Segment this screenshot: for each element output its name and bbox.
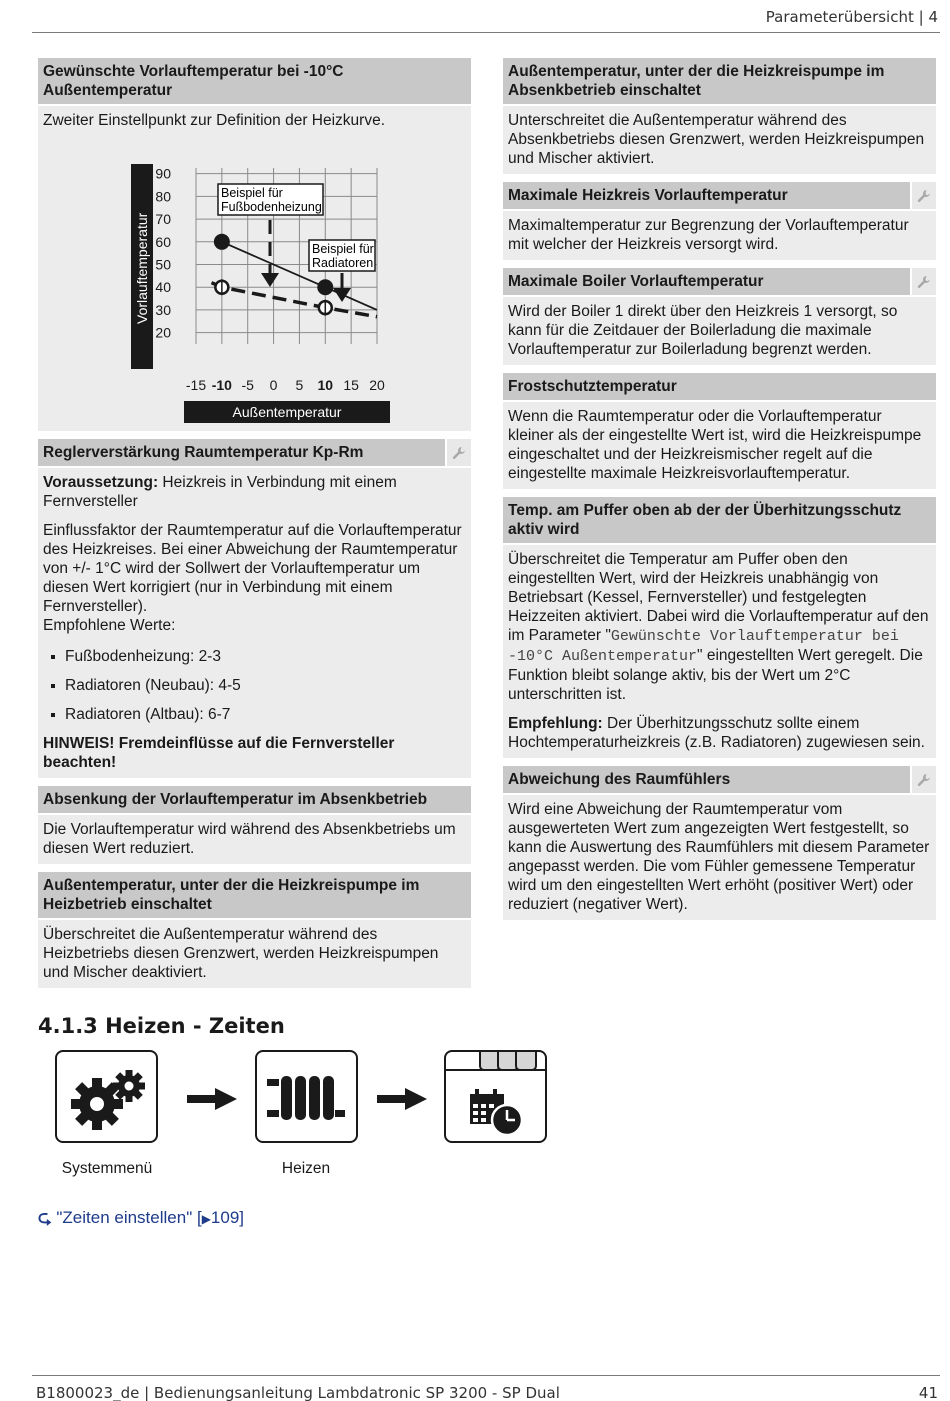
- heating-tile[interactable]: [255, 1050, 358, 1143]
- menu-path: [55, 1050, 555, 1185]
- section-text: [43, 521, 466, 635]
- section-raumfuehler: [503, 766, 936, 920]
- y-tick-label: 50: [155, 256, 171, 273]
- section-body: [503, 211, 936, 260]
- arrow-right-icon: [187, 1088, 237, 1110]
- link-page: 109: [210, 1208, 240, 1227]
- requirement-label: Voraussetzung:: [43, 474, 159, 491]
- section-body: [38, 920, 471, 988]
- section-vorlauftemp-minus10: [38, 58, 471, 431]
- heating-curve-chart: [43, 140, 466, 425]
- section-title: Gewünschte Vorlauftemperatur bei -10°C Außentemperatur: [38, 58, 471, 106]
- section-kp-rm: [38, 439, 471, 778]
- section-text-b: " eingestellten Wert geregelt. Die Funktion bleibt solange aktiv, bis der Wert um 2°C unterschritten ist.: [508, 647, 923, 703]
- cross-reference-link[interactable]: [38, 1205, 244, 1234]
- section-title: Außentemperatur, unter der die Heizkreispumpe im Heizbetrieb einschaltet: [38, 872, 471, 920]
- y-ticks: [155, 166, 171, 341]
- callout-radiator-line2: Radiatoren: [312, 256, 374, 270]
- section-title: [503, 766, 936, 795]
- section-title-text: Abweichung des Raumfühlers: [508, 771, 731, 788]
- y-tick-label: 80: [155, 188, 171, 205]
- callout-floor-line2: Fußbodenheizung: [221, 200, 322, 214]
- section-text: Wird der Boiler 1 direkt über den Heizkreis 1 versorgt, so kann für die Zeitdauer der Boilerladung die maximale Vorlauftemperatur zur Boilerladung begrenzt werden.: [508, 303, 898, 358]
- section-body: [503, 106, 936, 174]
- recommendation-label: Empfehlung:: [508, 715, 603, 732]
- parameter-reference: Gewünschte Vorlauftemperatur bei -10°C Außentemperatur: [508, 628, 899, 665]
- recommended-values-list: [43, 647, 466, 724]
- section-text: Unterschreitet die Außentemperatur während des Absenkbetriebs diesen Grenzwert, werden Heizkreispumpen und Mischer aktiviert.: [508, 112, 925, 167]
- system-menu-label: Systemmenü: [61, 1160, 153, 1177]
- page-header: [32, 0, 940, 33]
- section-title: Frostschutztemperatur: [503, 373, 936, 402]
- callout-radiator-line1: Beispiel für: [312, 242, 374, 256]
- link-arrow-icon: ⮎: [38, 1208, 52, 1227]
- y-tick-label: 40: [155, 279, 171, 296]
- section-text: Zweiter Einstellpunkt zur Definition der Heizkurve.: [43, 112, 385, 129]
- y-tick-label: 20: [155, 324, 171, 341]
- section-title: Absenkung der Vorlauftemperatur im Absenkbetrieb: [38, 786, 471, 815]
- list-item: Radiatoren (Neubau): 4-5: [43, 676, 466, 695]
- section-max-heizkreis: [503, 182, 936, 260]
- section-title-text: Maximale Heizkreis Vorlauftemperatur: [508, 187, 788, 204]
- section-frostschutz: [503, 373, 936, 489]
- header-title: Parameterübersicht | 4: [765, 8, 938, 26]
- y-tick-label: 60: [155, 233, 171, 250]
- play-icon: ▶: [201, 1212, 211, 1226]
- y-tick-label: 70: [155, 211, 171, 228]
- callout-floor-line1: Beispiel für: [221, 186, 283, 200]
- heating-curve-svg: [43, 140, 466, 425]
- radiator-point: [214, 234, 230, 250]
- system-menu-tile[interactable]: [55, 1050, 158, 1143]
- section-body: [503, 795, 936, 920]
- note: HINWEIS! Fremdeinflüsse auf die Fernversteller beachten!: [43, 735, 395, 771]
- wrench-icon[interactable]: [910, 268, 936, 295]
- section-text: Wird eine Abweichung der Raumtemperatur vom ausgewerteten Wert zum angezeigten Wert festgestellt, so kann die Auswertung des Raumfühlers mit diesem Parameter angepasst werden. Die vom Fühler gemessene Temperatur wird um den eingestellten Wert erhöht (positiver Wert) oder reduziert (negativer Wert).: [508, 801, 930, 913]
- requirement-text: Heizkreis in Verbindung mit einem Fernversteller: [43, 474, 397, 510]
- arrow-right-icon: [377, 1088, 427, 1110]
- x-tick-label: 0: [269, 377, 278, 393]
- section-body: [503, 545, 936, 758]
- section-heading: 4.1.3 Heizen - Zeiten: [38, 1014, 285, 1038]
- link-text-prefix: "Zeiten einstellen" [: [56, 1208, 202, 1227]
- wrench-icon[interactable]: [445, 439, 471, 466]
- x-tick-label: 15: [343, 377, 359, 393]
- requirement: [43, 473, 466, 511]
- wrench-icon[interactable]: [910, 182, 936, 209]
- y-axis-label: Vorlauftemperatur: [134, 212, 150, 324]
- page-number: 41: [918, 1384, 938, 1401]
- section-body: [38, 815, 471, 864]
- floor-arrow: [261, 220, 279, 287]
- y-tick-label: 90: [155, 165, 171, 182]
- wrench-icon[interactable]: [910, 766, 936, 793]
- section-max-boiler: [503, 268, 936, 365]
- calendar-clock-icon: [446, 1052, 545, 1141]
- left-column: [38, 58, 471, 996]
- times-tile[interactable]: [444, 1050, 547, 1143]
- x-tick-label: 5: [295, 377, 304, 393]
- page-footer: [32, 1375, 940, 1401]
- section-text: Die Vorlauftemperatur wird während des Absenkbetriebs um diesen Wert reduziert.: [43, 821, 456, 857]
- recommendation-text: Der Überhitzungsschutz sollte einem Hochtemperaturheizkreis (z.B. Radiatoren) zugewiesen sein.: [508, 715, 925, 751]
- x-tick-label: -10: [211, 377, 232, 393]
- x-tick-label: 20: [369, 377, 385, 393]
- section-absenkung: [38, 786, 471, 864]
- list-item: Radiatoren (Altbau): 6-7: [43, 705, 466, 724]
- y-tick-label: 30: [155, 301, 171, 318]
- radiator-icon: [257, 1052, 356, 1141]
- x-tick-label: -15: [185, 377, 207, 393]
- section-body: [503, 402, 936, 489]
- section-text-a: Überschreitet die Temperatur am Puffer oben den eingestellten Wert, wird der Heizkreis unabhängig von Betriebsart (Kessel, Fernversteller) und festgelegten Heizzeiten aktiviert. Dabei wird die Vorlauftemperatur auf den im Parameter ": [508, 551, 929, 644]
- section-body: [503, 297, 936, 365]
- list-item: Fußbodenheizung: 2-3: [43, 647, 466, 666]
- section-title: [503, 182, 936, 211]
- section-body: [38, 468, 471, 778]
- x-tick-label: -5: [241, 377, 254, 393]
- section-title: Außentemperatur, unter der die Heizkreispumpe im Absenkbetrieb einschaltet: [503, 58, 936, 106]
- section-title: [503, 268, 936, 297]
- section-text: Überschreitet die Außentemperatur während des Heizbetriebs diesen Grenzwert, werden Heizkreispumpen und Mischer deaktiviert.: [43, 926, 439, 981]
- x-tick-label: 10: [317, 377, 334, 393]
- x-axis-label: Außentemperatur: [232, 404, 342, 420]
- recommendation: [508, 714, 931, 752]
- section-title-text: Maximale Boiler Vorlauftemperatur: [508, 273, 764, 290]
- section-aussentemp-heizbetrieb: [38, 872, 471, 988]
- recommendation-intro: Empfohlene Werte:: [43, 617, 176, 634]
- heating-label: Heizen: [281, 1160, 331, 1177]
- section-text: Wenn die Raumtemperatur oder die Vorlauftemperatur kleiner als der eingestellte Wert ist, wird die Heizkreispumpe eingeschaltet und der Heizkreismischer regelt auf die eingestellte maximale Heizkreisvorlauftemperatur.: [508, 408, 922, 482]
- section-aussentemp-absenkbetrieb: [503, 58, 936, 174]
- gears-icon: [57, 1052, 156, 1141]
- section-text: [508, 550, 931, 704]
- section-ueberhitzungsschutz: [503, 497, 936, 758]
- radiator-point: [317, 279, 333, 295]
- x-ticks: [186, 377, 385, 393]
- section-title: [38, 439, 471, 468]
- document-id: B1800023_de | Bedienungsanleitung Lambdatronic SP 3200 - SP Dual: [36, 1384, 560, 1401]
- section-text-main: Einflussfaktor der Raumtemperatur auf die Vorlauftemperatur des Heizkreises. Bei einer Abweichung der Raumtemperatur von +/- 1°C wird der Sollwert der Vorlauftemperatur um diesen Wert korrigiert (nur in Verbindung mit einem Fernversteller).: [43, 522, 462, 615]
- section-text: Maximaltemperatur zur Begrenzung der Vorlauftemperatur mit welcher der Heizkreis versorgt wird.: [508, 217, 909, 253]
- section-title: Temp. am Puffer oben ab der der Überhitzungsschutz aktiv wird: [503, 497, 936, 545]
- section-title-text: Reglerverstärkung Raumtemperatur Kp-Rm: [43, 444, 364, 461]
- right-column: [503, 58, 936, 928]
- link-text-suffix: ]: [239, 1208, 245, 1227]
- section-body: [38, 106, 471, 431]
